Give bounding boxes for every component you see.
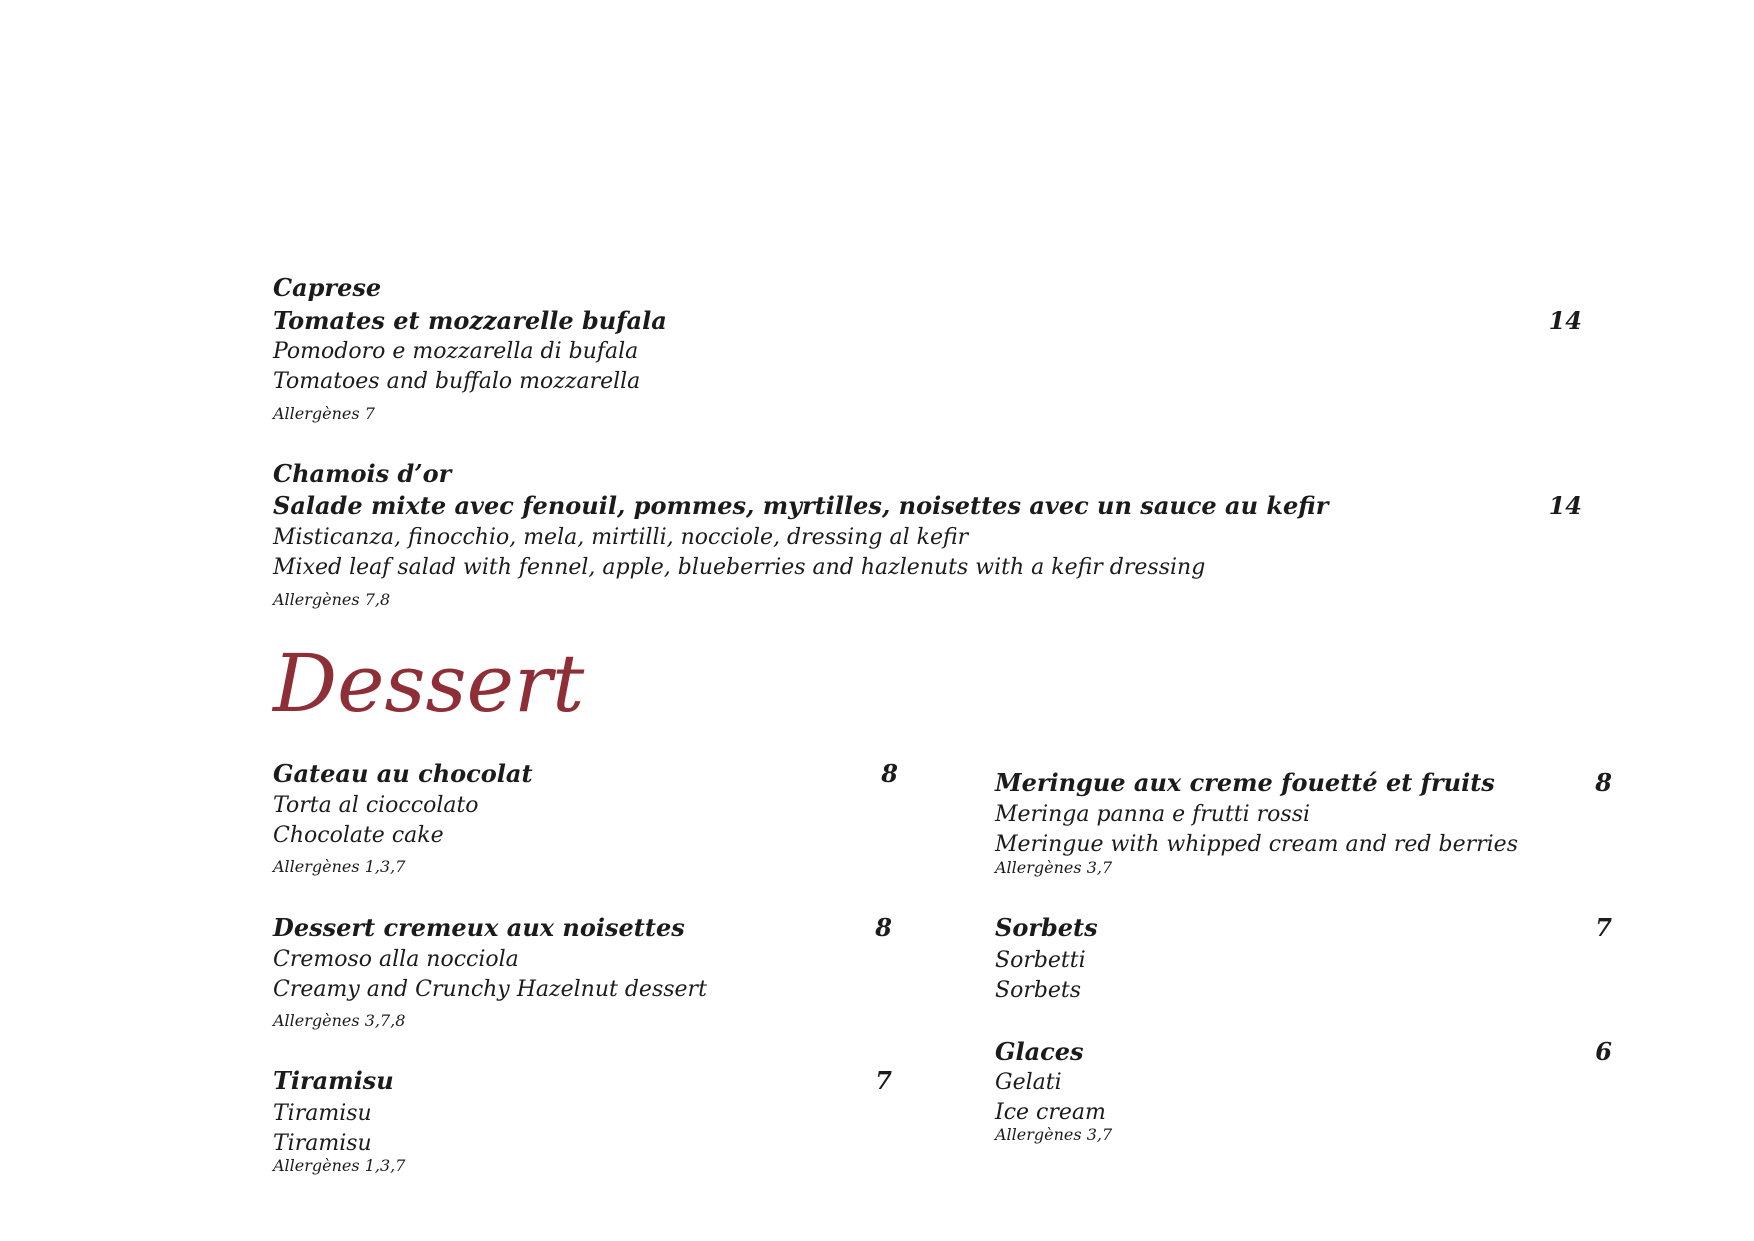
item-desc-it: Tiramisu [273,1101,372,1126]
dessert-heading: Dessert [273,637,585,730]
item-desc-it: Misticanza, finocchio, mela, mirtilli, nocciole, dressing al kefir [273,525,969,550]
item-name: Meringue aux creme fouetté et fruits [995,768,1495,797]
item-name: Tiramisu [273,1066,394,1095]
item-name: Chamois d’or [273,459,452,488]
item-price: 8 [875,913,892,942]
item-allergens: Allergènes 1,3,7 [273,1156,406,1175]
item-desc-it: Cremoso alla nocciola [273,947,519,972]
item-name: Sorbets [995,913,1098,942]
item-desc-en: Chocolate cake [273,823,444,848]
item-desc-en: Sorbets [995,978,1082,1003]
item-desc-en: Mixed leaf salad with fennel, apple, blueberries and hazlenuts with a kefir dressing [273,555,1206,580]
item-desc-en: Creamy and Crunchy Hazelnut dessert [273,977,707,1002]
item-title-fr: Tomates et mozzarelle bufala [273,306,667,335]
item-allergens: Allergènes 7 [273,404,375,423]
item-desc-en: Meringue with whipped cream and red berries [995,832,1518,857]
item-allergens: Allergènes 3,7 [995,1125,1113,1144]
item-price: 8 [881,759,898,788]
item-name: Caprese [273,273,382,302]
item-price: 14 [1548,306,1582,335]
item-allergens: Allergènes 7,8 [273,590,391,609]
item-desc-it: Meringa panna e frutti rossi [995,802,1311,827]
item-allergens: Allergènes 1,3,7 [273,857,406,876]
item-title-fr: Salade mixte avec fenouil, pommes, myrtilles, noisettes avec un sauce au kefir [273,491,1329,520]
item-price: 8 [1595,768,1612,797]
item-desc-it: Sorbetti [995,948,1086,973]
item-allergens: Allergènes 3,7,8 [273,1011,406,1030]
item-name: Glaces [995,1037,1084,1066]
item-price: 7 [875,1066,892,1095]
item-price: 6 [1595,1037,1612,1066]
item-allergens: Allergènes 3,7 [995,858,1113,877]
item-price: 7 [1595,913,1612,942]
item-desc-en: Tomatoes and buffalo mozzarella [273,369,641,394]
item-desc-it: Torta al cioccolato [273,793,479,818]
item-desc-it: Pomodoro e mozzarella di bufala [273,339,639,364]
item-price: 14 [1548,491,1582,520]
item-desc-it: Gelati [995,1070,1062,1095]
item-desc-en: Tiramisu [273,1131,372,1156]
item-desc-en: Ice cream [995,1100,1106,1125]
item-name: Gateau au chocolat [273,759,533,788]
item-name: Dessert cremeux aux noisettes [273,913,685,942]
